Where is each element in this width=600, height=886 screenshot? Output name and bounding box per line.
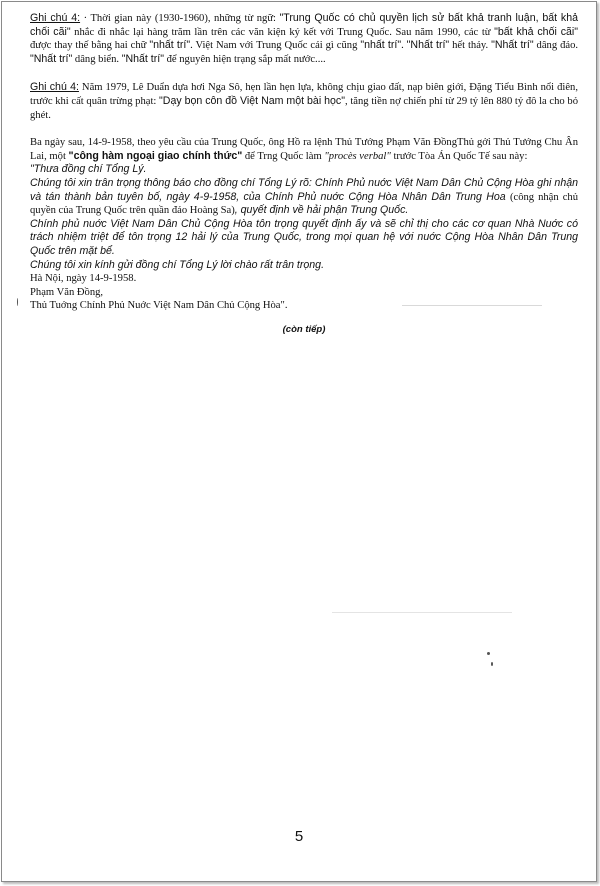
note-text: được thay thế bằng hai chữ <box>30 40 150 52</box>
note-text: nhắc đi nhắc lại hàng trăm lần trên các văn kiện ký kết với Trung Quốc. Sau năm 1990, các từ <box>70 26 495 38</box>
bold-phrase: "công hàm ngoại giao chính thức" <box>68 149 243 162</box>
scan-line <box>332 612 512 613</box>
scan-line <box>402 305 542 306</box>
letter-paragraph-2: Chính phủ nuớc Việt Nam Dân Chủ Cộng Hòa tôn trọng quyết định ấy và sẽ chỉ thị cho các cơ quan Nhà Nuớc có trách nhiệm triệt để tôn trọng 12 hải lý của Trung Quốc, trong mọi quan hệ với nuớc Cộng Hòa Nhân Dân Trung Quốc trên mặt bể. <box>30 217 578 257</box>
page-number: 5 <box>294 828 304 845</box>
note-text: . Việt Nam với Trung Quốc cái gì cũng <box>190 40 361 52</box>
quote: "Trung Quốc có chủ quyền lịch sử bất khả tranh luận, bất khả chối cãi" <box>30 12 578 38</box>
note-paragraph-1 <box>30 12 578 66</box>
intro-paragraph <box>30 136 578 163</box>
quote: "Dạy bọn côn đồ Việt Nam một bài học" <box>159 94 345 107</box>
note-text: hết thảy. <box>449 40 492 52</box>
note-text: . <box>401 40 407 52</box>
letter-text: , quyết định về hải phận Trung Quốc. <box>234 204 409 217</box>
intro-text: Ba ngày sau, 14-9-1958, theo yêu cầu của Trung Quốc, ông Hồ ra lệnh Thủ Tướng Phạm Văn ĐồngThủ gởi Thủ Tướng Chu Ân Lai, một <box>30 137 578 162</box>
document-page <box>1 1 597 882</box>
letter-signer-title: Thủ Tuớng Chính Phủ Nuớc Việt Nam Dân Chủ Cộng Hòa". <box>30 300 288 312</box>
letter-text: Chúng tôi xin trân trọng thông báo cho đồng chí Tổng Lý rõ: Chính Phủ nuớc Việt Nam Dân Chủ Cộng Hòa ghi nhận và tán thành bản tuyên bố, ngày 4-9-1958, của Chính Phủ nuớc Cộng Hòa Nhân Dân Trung Hoa <box>30 176 578 203</box>
note-text: Năm 1979, Lê Duẩn dựa hơi Nga Sô, hẹn lần hẹn lựa, không chịu giao đất, nạp biên giới, Đặng Tiểu Bình nổi điên, trước khi cất quân trừng phạt: <box>30 82 578 107</box>
note-text: , tăng tiền nợ chiến phí từ 29 tỷ lên 880 tỷ đô la cho bỏ ghét. <box>30 95 578 121</box>
note-label: Ghi chú 4: <box>30 81 79 94</box>
letter-greeting: "Thưa đồng chí Tổng Lý. <box>30 163 147 176</box>
intro-text: để Trng Quốc làm <box>242 150 325 162</box>
note-text: dâng đảo. <box>533 40 579 52</box>
page-content <box>30 12 578 336</box>
quote: "nhất trí" <box>360 39 402 52</box>
quote: "Nhất trí" <box>121 52 164 65</box>
note-label: Ghi chú 4: <box>30 12 81 24</box>
letter-signer: Phạm Văn Đồng, <box>30 286 104 298</box>
italic-phrase: "procès verbal" <box>324 150 391 162</box>
letter-paragraph-1 <box>30 177 578 218</box>
letter-place-date: Hà Nội, ngày 14-9-1958. <box>30 273 137 285</box>
quote: "Nhất trí" <box>30 52 73 65</box>
note-text: · Thời gian này (1930-1960), những từ ngữ: <box>80 13 280 24</box>
quote: "bất khả chối cãi" <box>494 25 578 38</box>
quote: "nhất trí" <box>149 39 191 52</box>
note-text: dâng biển. <box>72 53 122 65</box>
continued-note: (còn tiếp) <box>282 323 326 335</box>
scan-speck <box>491 662 493 666</box>
quote: "Nhất trí" <box>406 39 450 52</box>
letter-closing: Chúng tôi xin kính gửi đồng chí Tổng Lý lời chào rất trân trọng. <box>30 258 325 271</box>
letter-parenthetical: (công nhận chủ quyền của Trung Quốc trên quần đảo Hoàng Sa) <box>30 191 578 217</box>
quote: "Nhất trí" <box>491 39 534 52</box>
intro-text: trước Tòa Án Quốc Tế sau này: <box>390 150 528 162</box>
note-paragraph-2 <box>30 81 578 122</box>
scan-speck <box>487 652 490 655</box>
note-text: để nguyên hiện trạng sắp mất nước.... <box>163 53 326 65</box>
diplomatic-letter <box>30 163 578 313</box>
scan-speck <box>17 298 18 306</box>
